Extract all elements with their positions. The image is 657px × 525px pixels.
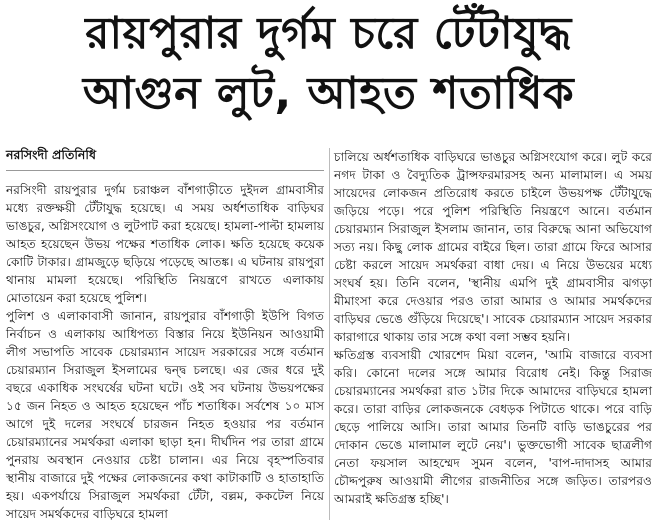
paragraph-right-1: চালিয়ে অর্ধশতাধিক বাড়িঘরে ভাঙচুর অগ্নিসংযোগ করে। লুট করে নগদ টাকা ও বৈদ্যুতিক ট্রান্সফরমারসহ অন্য মালামাল। এ সময় সায়েদের লোকজন প্রতিরোধ করতে চাইলে উভয়পক্ষ টেঁটাযুদ্ধে জড়িয়ে পড়ে। পরে পুলিশ পরিস্থিতি নিয়ন্ত্রণে আনে। বর্তমান চেয়ারম্যান সিরাজুল ইসলাম জানান, তার বিরুদ্ধে আনা অভিযোগ সত্য নয়। কিছু লোক গ্রামের বাইরে ছিল। তারা গ্রামে ফিরে আসার চেষ্টা করলে সায়েদ সমর্থকরা বাধা দেয়। এ নিয়ে উভয়ের মধ্যে সংঘর্ষ হয়। তিনি বলেন, 'স্থানীয় এমপি দুই গ্রামবাসীর ঝগড়া মীমাংসা করে দেওয়ার পরও তারা আমার ও আমার সমর্থকদের বাড়িঘর ভেঙে গুঁড়িয়ে দিয়েছে'। সাবেক চেয়ারম্যান সায়েদ সরকার কারাগারে থাকায় তার সঙ্গে কথা বলা সম্ভব হয়নি।	[334, 150, 652, 344]
paragraph-right-2: ক্ষতিগ্রস্ত ব্যবসায়ী খোরশেদ মিয়া বলেন, 'আমি বাজারে ব্যবসা করি। কোনো দলের সঙ্গে আমার বিরোধ নেই। কিন্তু সিরাজ চেয়ারম্যানের সমর্থকরা রাত ১টার দিকে আমাদের বাড়িঘরে হামলা করে। তারা বাড়ির লোকজনকে বেধড়ক পিটাতে থাকে। পরে বাড়ি ছেড়ে পালিয়ে আসি। তারা আমার তিনটি বাড়ি ভাঙচুরের পর দোকান ভেঙে মালামাল লুটে নেয়'। ভুক্তভোগী সাবেক ছাত্রলীগ নেতা ফয়সাল আহম্মেদ সুমন বলেন, 'বাপ-দাদাসহ আমার চৌদ্দপুরুষ আওয়ামী লীগের রাজনীতির সঙ্গে জড়িত। তারপরও আমরাই ক্ষতিগ্রস্ত হচ্ছি'।	[334, 348, 652, 506]
paragraph-left-1: নরসিংদী রায়পুরার দুর্গম চরাঞ্চল বাঁশগাড়ীতে দুইদল গ্রামবাসীর মধ্যে রক্তক্ষয়ী টেঁটাযুদ্ধ হয়েছে। এ সময় অর্ধশতাধিক বাড়িঘর ভাঙচুর, অগ্নিসংযোগ ও লুটপাট করা হয়েছে। হামলা-পাল্টা হামলায় আহত হয়েছেন উভয় পক্ষের শতাধিক লোক। ক্ষতি হয়েছে কয়েক কোটি টাকার। গ্রামজুড়ে ছড়িয়ে পড়েছে আতঙ্ক। এ ঘটনায় রায়পুরা থানায় মামলা হয়েছে। পরিস্থিতি নিয়ন্ত্রণে রাখতে এলাকায় মোতায়েন করা হয়েছে পুলিশ।	[6, 183, 324, 305]
article-column-left	[6, 146, 324, 523]
headline-line-2: আগুন লুট, আহত শতাধিক	[82, 68, 575, 119]
byline: নরসিংদী প্রতিনিধি	[6, 147, 96, 162]
byline-rule	[6, 170, 324, 171]
column-divider	[329, 148, 330, 520]
paragraph-left-2: পুলিশ ও এলাকাবাসী জানান, রায়পুরার বাঁশগাড়ী ইউপি বিগত নির্বাচন ও এলাকায় আধিপত্য বিস্তার নিয়ে ইউনিয়ন আওয়ামী লীগ সভাপতি সাবেক চেয়ারম্যান সায়েদ সরকারের সঙ্গে বর্তমান চেয়ারম্যান সিরাজুল ইসলামের দ্বন্দ্ব চলছে। এর জের ধরে দুই বছরে একাধিক সংঘর্ষের ঘটনা ঘটে। ওই সব ঘটনায় উভয়পক্ষের ১৫ জন নিহত ও আহত হয়েছেন পাঁচ শতাধিক। সর্বশেষ ১০ মাস আগে দুই দলের সংঘর্ষে চারজন নিহত হওয়ার পর বর্তমান চেয়ারম্যানের সমর্থকরা এলাকা ছাড়া হন। দীর্ঘদিন পর তারা গ্রামে পুনরায় অবস্থান নেওয়ার চেষ্টা চালান। এর নিয়ে বৃহস্পতিবার স্থানীয় বাজারে দুই পক্ষের লোকজনের কথা কাটাকাটি ও হাতাহাতি হয়। একপর্যায়ে সিরাজুল সমর্থকরা টেঁটা, বল্লম, ককটেল নিয়ে সায়েদ সমর্থকদের বাড়িঘরে হামলা	[6, 309, 324, 521]
article-column-right	[334, 148, 652, 508]
headline-line-1: রায়পুরার দুর্গম চরে টেঁটাযুদ্ধ	[85, 8, 572, 59]
